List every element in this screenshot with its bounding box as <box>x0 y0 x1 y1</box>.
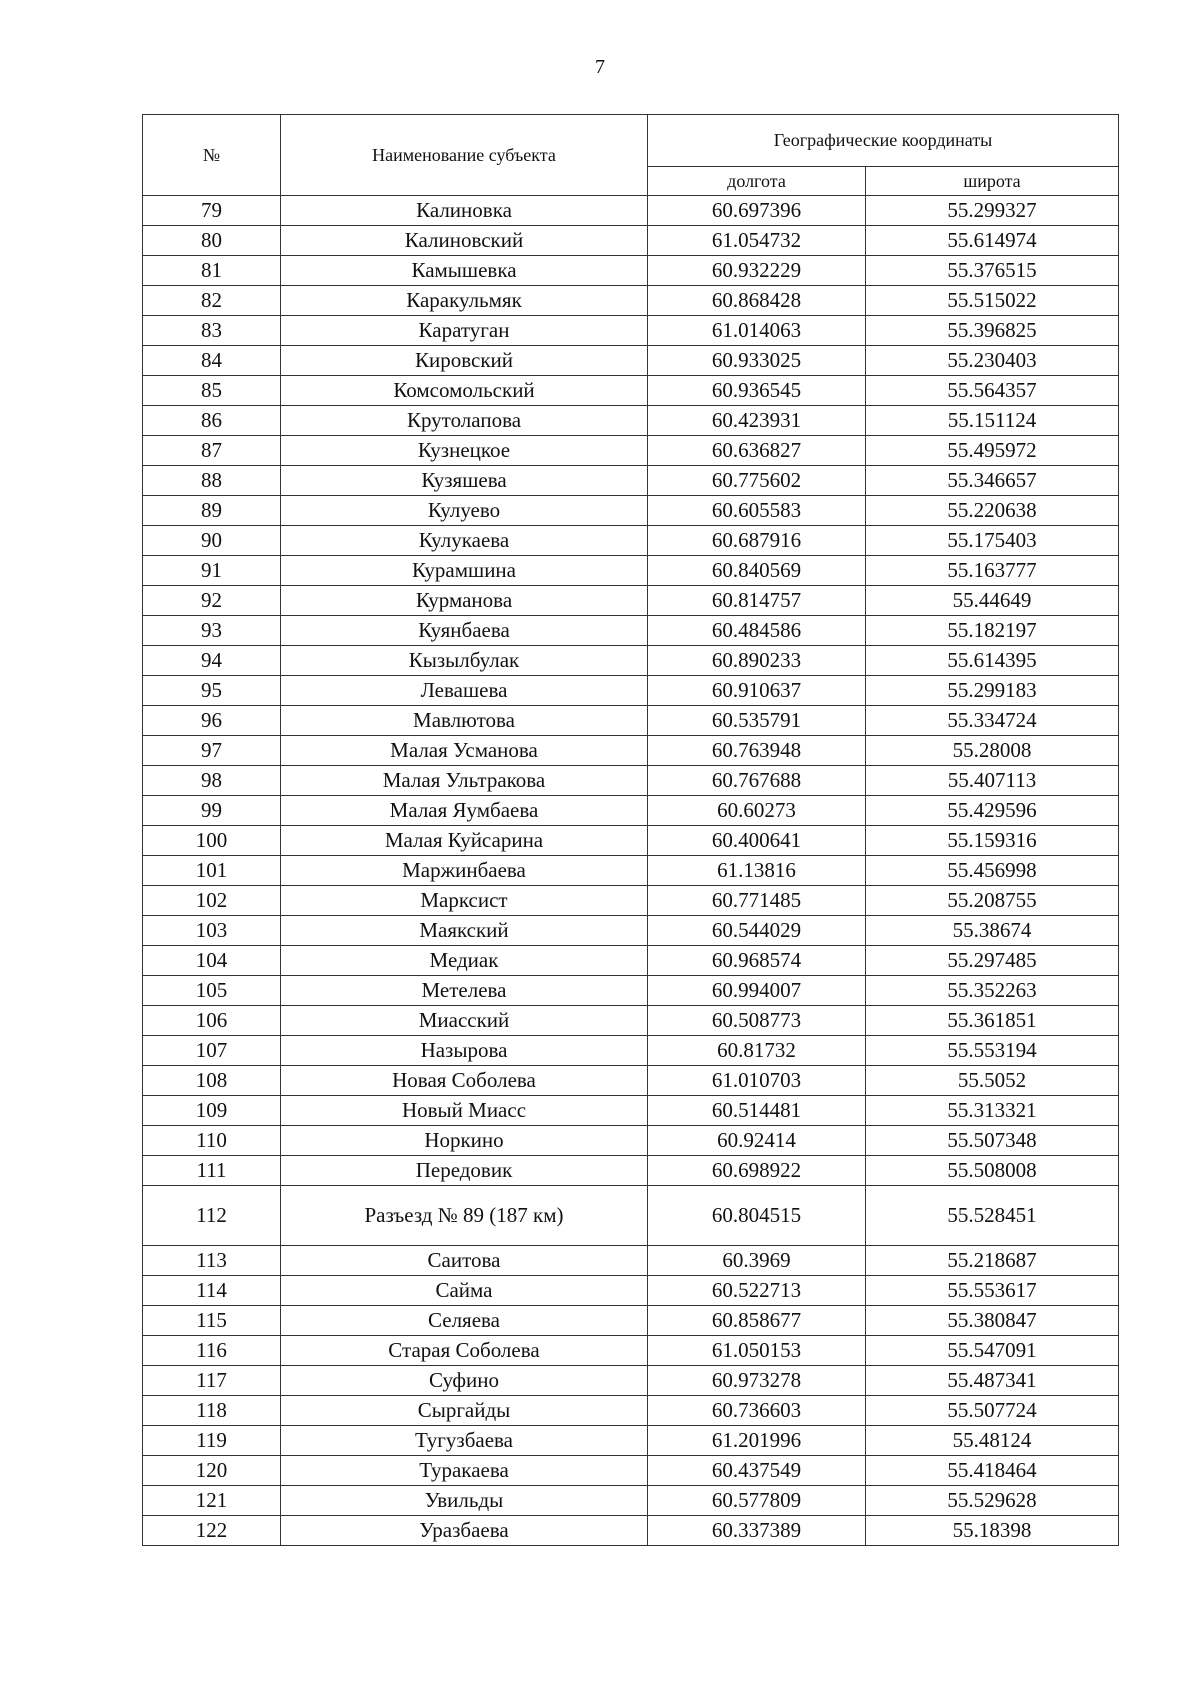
cell-latitude: 55.507724 <box>866 1396 1119 1426</box>
cell-longitude: 61.201996 <box>648 1426 866 1456</box>
cell-name: Сайма <box>281 1276 648 1306</box>
cell-number: 116 <box>143 1336 281 1366</box>
cell-name: Туракаева <box>281 1456 648 1486</box>
cell-name: Кулукаева <box>281 526 648 556</box>
cell-longitude: 60.771485 <box>648 886 866 916</box>
cell-longitude: 60.514481 <box>648 1096 866 1126</box>
cell-number: 82 <box>143 286 281 316</box>
cell-longitude: 60.973278 <box>648 1366 866 1396</box>
cell-latitude: 55.418464 <box>866 1456 1119 1486</box>
cell-number: 107 <box>143 1036 281 1066</box>
cell-longitude: 61.014063 <box>648 316 866 346</box>
cell-longitude: 61.050153 <box>648 1336 866 1366</box>
table-row <box>143 1126 1119 1156</box>
table-row <box>143 886 1119 916</box>
cell-longitude: 60.81732 <box>648 1036 866 1066</box>
cell-latitude: 55.313321 <box>866 1096 1119 1126</box>
cell-number: 104 <box>143 946 281 976</box>
cell-latitude: 55.28008 <box>866 736 1119 766</box>
cell-number: 90 <box>143 526 281 556</box>
table-row <box>143 736 1119 766</box>
cell-latitude: 55.159316 <box>866 826 1119 856</box>
table-row <box>143 1426 1119 1456</box>
cell-number: 81 <box>143 256 281 286</box>
cell-latitude: 55.380847 <box>866 1306 1119 1336</box>
table-row <box>143 1396 1119 1426</box>
cell-name: Передовик <box>281 1156 648 1186</box>
cell-longitude: 60.484586 <box>648 616 866 646</box>
cell-number: 109 <box>143 1096 281 1126</box>
cell-number: 122 <box>143 1516 281 1546</box>
table-row <box>143 466 1119 496</box>
header-number: № <box>143 115 281 196</box>
table-row <box>143 376 1119 406</box>
table-row <box>143 286 1119 316</box>
cell-name: Маякский <box>281 916 648 946</box>
cell-number: 80 <box>143 226 281 256</box>
coordinates-table <box>142 114 1119 1546</box>
table-row <box>143 586 1119 616</box>
cell-number: 89 <box>143 496 281 526</box>
cell-longitude: 60.423931 <box>648 406 866 436</box>
table-row <box>143 946 1119 976</box>
cell-name: Комсомольский <box>281 376 648 406</box>
cell-name: Малая Усманова <box>281 736 648 766</box>
cell-number: 85 <box>143 376 281 406</box>
cell-latitude: 55.299327 <box>866 196 1119 226</box>
cell-latitude: 55.528451 <box>866 1186 1119 1246</box>
table-row <box>143 256 1119 286</box>
cell-latitude: 55.407113 <box>866 766 1119 796</box>
cell-name: Медиак <box>281 946 648 976</box>
cell-longitude: 61.010703 <box>648 1066 866 1096</box>
cell-longitude: 60.577809 <box>648 1486 866 1516</box>
cell-name: Норкино <box>281 1126 648 1156</box>
cell-number: 87 <box>143 436 281 466</box>
cell-longitude: 60.868428 <box>648 286 866 316</box>
cell-longitude: 60.736603 <box>648 1396 866 1426</box>
cell-latitude: 55.299183 <box>866 676 1119 706</box>
table-row <box>143 976 1119 1006</box>
cell-number: 92 <box>143 586 281 616</box>
table-row <box>143 346 1119 376</box>
table-row <box>143 1096 1119 1126</box>
table-row <box>143 856 1119 886</box>
cell-name: Малая Яумбаева <box>281 796 648 826</box>
cell-latitude: 55.175403 <box>866 526 1119 556</box>
table-row <box>143 196 1119 226</box>
cell-latitude: 55.487341 <box>866 1366 1119 1396</box>
cell-longitude: 60.858677 <box>648 1306 866 1336</box>
cell-longitude: 60.522713 <box>648 1276 866 1306</box>
cell-longitude: 60.697396 <box>648 196 866 226</box>
cell-number: 95 <box>143 676 281 706</box>
cell-longitude: 60.636827 <box>648 436 866 466</box>
table-row <box>143 1156 1119 1186</box>
cell-name: Калиновский <box>281 226 648 256</box>
table-row <box>143 1186 1119 1246</box>
table-row <box>143 316 1119 346</box>
table-body <box>143 196 1119 1546</box>
cell-name: Кировский <box>281 346 648 376</box>
cell-name: Маржинбаева <box>281 856 648 886</box>
cell-longitude: 61.054732 <box>648 226 866 256</box>
cell-longitude: 60.968574 <box>648 946 866 976</box>
cell-latitude: 55.614974 <box>866 226 1119 256</box>
cell-name: Левашева <box>281 676 648 706</box>
cell-name: Кузяшева <box>281 466 648 496</box>
table-row <box>143 436 1119 466</box>
cell-longitude: 60.605583 <box>648 496 866 526</box>
cell-latitude: 55.547091 <box>866 1336 1119 1366</box>
cell-longitude: 60.60273 <box>648 796 866 826</box>
cell-name: Крутолапова <box>281 406 648 436</box>
cell-name: Малая Ультракова <box>281 766 648 796</box>
cell-latitude: 55.614395 <box>866 646 1119 676</box>
cell-latitude: 55.495972 <box>866 436 1119 466</box>
table-row <box>143 916 1119 946</box>
cell-name: Суфино <box>281 1366 648 1396</box>
cell-name: Новая Соболева <box>281 1066 648 1096</box>
cell-number: 100 <box>143 826 281 856</box>
cell-name: Кузнецкое <box>281 436 648 466</box>
cell-longitude: 60.814757 <box>648 586 866 616</box>
page-number: 7 <box>595 56 605 78</box>
cell-name: Малая Куйсарина <box>281 826 648 856</box>
cell-number: 94 <box>143 646 281 676</box>
cell-name: Кулуево <box>281 496 648 526</box>
cell-number: 96 <box>143 706 281 736</box>
table-row <box>143 1516 1119 1546</box>
cell-name: Мавлютова <box>281 706 648 736</box>
cell-number: 97 <box>143 736 281 766</box>
cell-longitude: 60.767688 <box>648 766 866 796</box>
cell-name: Новый Миасс <box>281 1096 648 1126</box>
cell-latitude: 55.230403 <box>866 346 1119 376</box>
cell-name: Марксист <box>281 886 648 916</box>
cell-latitude: 55.151124 <box>866 406 1119 436</box>
cell-name: Курамшина <box>281 556 648 586</box>
cell-longitude: 60.698922 <box>648 1156 866 1186</box>
cell-number: 98 <box>143 766 281 796</box>
cell-latitude: 55.456998 <box>866 856 1119 886</box>
cell-number: 111 <box>143 1156 281 1186</box>
cell-name: Камышевка <box>281 256 648 286</box>
table-row <box>143 1486 1119 1516</box>
cell-longitude: 60.400641 <box>648 826 866 856</box>
cell-longitude: 60.687916 <box>648 526 866 556</box>
header-longitude: долгота <box>648 167 866 196</box>
cell-number: 113 <box>143 1246 281 1276</box>
table-row <box>143 646 1119 676</box>
cell-longitude: 61.13816 <box>648 856 866 886</box>
table-row <box>143 796 1119 826</box>
cell-name: Курманова <box>281 586 648 616</box>
cell-latitude: 55.515022 <box>866 286 1119 316</box>
cell-longitude: 60.932229 <box>648 256 866 286</box>
table-row <box>143 1036 1119 1066</box>
cell-name: Саитова <box>281 1246 648 1276</box>
cell-latitude: 55.218687 <box>866 1246 1119 1276</box>
table-row <box>143 616 1119 646</box>
cell-number: 101 <box>143 856 281 886</box>
cell-number: 86 <box>143 406 281 436</box>
table-row <box>143 1456 1119 1486</box>
cell-name: Разъезд № 89 (187 км) <box>281 1186 648 1246</box>
cell-longitude: 60.544029 <box>648 916 866 946</box>
cell-name: Уразбаева <box>281 1516 648 1546</box>
cell-latitude: 55.220638 <box>866 496 1119 526</box>
cell-longitude: 60.840569 <box>648 556 866 586</box>
cell-name: Куянбаева <box>281 616 648 646</box>
table-row <box>143 1246 1119 1276</box>
cell-number: 99 <box>143 796 281 826</box>
cell-number: 114 <box>143 1276 281 1306</box>
cell-number: 103 <box>143 916 281 946</box>
table-row <box>143 1336 1119 1366</box>
table-row <box>143 1306 1119 1336</box>
cell-name: Каракульмяк <box>281 286 648 316</box>
cell-number: 106 <box>143 1006 281 1036</box>
cell-number: 88 <box>143 466 281 496</box>
cell-latitude: 55.18398 <box>866 1516 1119 1546</box>
cell-latitude: 55.376515 <box>866 256 1119 286</box>
table-row <box>143 226 1119 256</box>
cell-number: 118 <box>143 1396 281 1426</box>
cell-longitude: 60.994007 <box>648 976 866 1006</box>
cell-latitude: 55.5052 <box>866 1066 1119 1096</box>
cell-number: 112 <box>143 1186 281 1246</box>
cell-latitude: 55.361851 <box>866 1006 1119 1036</box>
cell-name: Миасский <box>281 1006 648 1036</box>
table-header <box>143 115 1119 196</box>
cell-name: Каратуган <box>281 316 648 346</box>
cell-longitude: 60.933025 <box>648 346 866 376</box>
cell-name: Селяева <box>281 1306 648 1336</box>
cell-latitude: 55.346657 <box>866 466 1119 496</box>
cell-longitude: 60.910637 <box>648 676 866 706</box>
cell-number: 84 <box>143 346 281 376</box>
cell-longitude: 60.337389 <box>648 1516 866 1546</box>
cell-name: Увильды <box>281 1486 648 1516</box>
cell-name: Калиновка <box>281 196 648 226</box>
table-row <box>143 1366 1119 1396</box>
cell-latitude: 55.553194 <box>866 1036 1119 1066</box>
cell-longitude: 60.92414 <box>648 1126 866 1156</box>
table-row <box>143 826 1119 856</box>
header-coordinates: Географические координаты <box>648 115 1119 167</box>
cell-latitude: 55.208755 <box>866 886 1119 916</box>
cell-name: Кызылбулак <box>281 646 648 676</box>
table-row <box>143 526 1119 556</box>
table-row <box>143 676 1119 706</box>
cell-longitude: 60.437549 <box>648 1456 866 1486</box>
cell-longitude: 60.763948 <box>648 736 866 766</box>
cell-number: 120 <box>143 1456 281 1486</box>
cell-latitude: 55.44649 <box>866 586 1119 616</box>
cell-longitude: 60.535791 <box>648 706 866 736</box>
cell-longitude: 60.3969 <box>648 1246 866 1276</box>
cell-number: 105 <box>143 976 281 1006</box>
cell-number: 79 <box>143 196 281 226</box>
cell-latitude: 55.334724 <box>866 706 1119 736</box>
table-row <box>143 766 1119 796</box>
cell-longitude: 60.775602 <box>648 466 866 496</box>
cell-latitude: 55.429596 <box>866 796 1119 826</box>
cell-name: Сыргайды <box>281 1396 648 1426</box>
header-latitude: широта <box>866 167 1119 196</box>
header-name: Наименование субъекта <box>281 115 648 196</box>
cell-latitude: 55.507348 <box>866 1126 1119 1156</box>
cell-name: Назырова <box>281 1036 648 1066</box>
cell-number: 93 <box>143 616 281 646</box>
table-row <box>143 1066 1119 1096</box>
cell-number: 117 <box>143 1366 281 1396</box>
cell-latitude: 55.529628 <box>866 1486 1119 1516</box>
cell-latitude: 55.163777 <box>866 556 1119 586</box>
cell-number: 115 <box>143 1306 281 1336</box>
cell-latitude: 55.297485 <box>866 946 1119 976</box>
table-row <box>143 406 1119 436</box>
cell-latitude: 55.48124 <box>866 1426 1119 1456</box>
cell-number: 121 <box>143 1486 281 1516</box>
cell-name: Метелева <box>281 976 648 1006</box>
table-row <box>143 556 1119 586</box>
cell-latitude: 55.182197 <box>866 616 1119 646</box>
table-row <box>143 1276 1119 1306</box>
cell-longitude: 60.890233 <box>648 646 866 676</box>
cell-latitude: 55.564357 <box>866 376 1119 406</box>
cell-number: 102 <box>143 886 281 916</box>
cell-longitude: 60.936545 <box>648 376 866 406</box>
cell-longitude: 60.508773 <box>648 1006 866 1036</box>
cell-latitude: 55.38674 <box>866 916 1119 946</box>
cell-name: Тугузбаева <box>281 1426 648 1456</box>
cell-latitude: 55.396825 <box>866 316 1119 346</box>
cell-number: 83 <box>143 316 281 346</box>
cell-number: 110 <box>143 1126 281 1156</box>
table-row <box>143 706 1119 736</box>
table-row <box>143 1006 1119 1036</box>
cell-number: 119 <box>143 1426 281 1456</box>
cell-latitude: 55.508008 <box>866 1156 1119 1186</box>
cell-name: Старая Соболева <box>281 1336 648 1366</box>
cell-latitude: 55.553617 <box>866 1276 1119 1306</box>
cell-longitude: 60.804515 <box>648 1186 866 1246</box>
cell-latitude: 55.352263 <box>866 976 1119 1006</box>
table-row <box>143 496 1119 526</box>
cell-number: 108 <box>143 1066 281 1096</box>
cell-number: 91 <box>143 556 281 586</box>
